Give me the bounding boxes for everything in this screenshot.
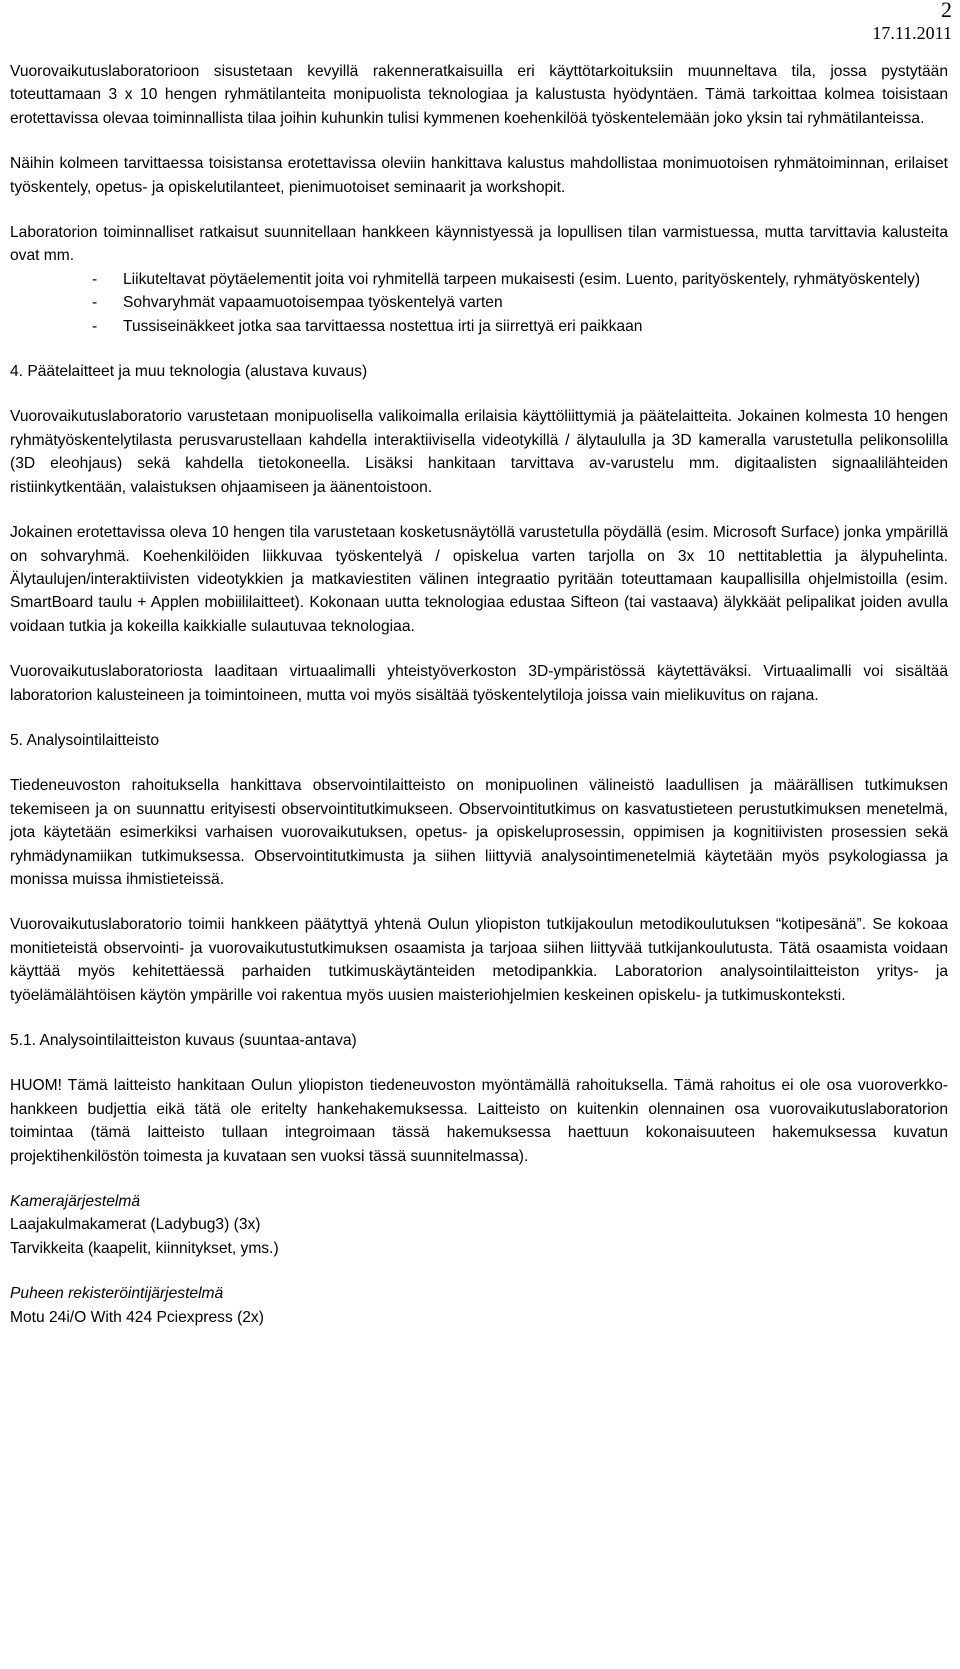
list-item: - Liikuteltavat pöytäelementit joita voi ryhmitellä tarpeen mukaisesti (esim. Luento, parityöskentely, ryhmätyöskentely): [92, 270, 921, 288]
section-heading-5: 5. Analysointilaitteisto: [10, 731, 160, 749]
document-body: [10, 60, 948, 1329]
paragraph-home-base: Vuorovaikutuslaboratorio toimii hankkeen päätyttyä yhtenä Oulun yliopiston tutkijakoulun metodikoulutuksen “kotipesänä”. Se kokoaa monitieteistä observointi- ja vuorovaikutustutkimuksen osaamista ja tarjoaa siihen liittyvää tutkijankoulutusta. Tätä osaamista voidaan käyttää myös kehitettäessä parhaiden tutkimuskäytänteiden metodipankkia. Laboratorion analysointilaitteiston yritys- ja työelämälähtöisen käytön ympärille voi rakentua myös uusien maisteriohjelmien keskeinen opiskelu- ja tutkimuskonteksti.: [10, 916, 948, 1004]
list-item: - Sohvaryhmät vapaamuotoisempaa työskentelyä varten: [92, 294, 503, 312]
furniture-list: [10, 268, 948, 338]
section-heading-4: 4. Päätelaitteet ja muu teknologia (alustava kuvaus): [10, 363, 368, 381]
paragraph-virtual-model: Vuorovaikutuslaboratoriosta laaditaan virtuaalimalli yhteistyöverkoston 3D-ympäristössä käytettäväksi. Virtuaalimalli voi sisältää laboratorion kalusteineen ja toimintoineen, mutta voi myös sisältää työskentelytiloja joissa vain mielikuvitus on rajana.: [10, 663, 948, 704]
audio-item: Motu 24i/O With 424 Pciexpress (2x): [10, 1308, 264, 1326]
paragraph-furniture: Näihin kolmeen tarvittaessa toisistansa erotettavissa oleviin hankittava kalustus mahdollistaa monimuotoisen ryhmätoiminnan, erilaiset työskentely, opetus- ja opiskelutilanteet, pienimuotoiset seminaarit ja workshopit.: [10, 155, 948, 196]
page-number: 2: [941, 0, 952, 22]
paragraph-intro: Vuorovaikutuslaboratorioon sisustetaan kevyillä rakenneratkaisuilla eri käyttötarkoituksiin muunneltava tila, jossa pystytään toteuttamaan 3 x 10 hengen ryhmätilanteita monipuolista teknologiaa ja kalustusta hyödyntäen. Tämä tarkoittaa kolmea toisistaan erotettavissa olevaa toiminnallista tilaa joihin kuhunkin tulisi kymmenen koehenkilöä työskentelemään joko yksin tai ryhmätilanteissa.: [10, 63, 948, 127]
camera-item: Tarvikkeita (kaapelit, kiinnitykset, yms.): [10, 1239, 279, 1257]
camera-item: Laajakulmakamerat (Ladybug3) (3x): [10, 1216, 261, 1234]
paragraph-touch-table: Jokainen erotettavissa oleva 10 hengen tila varustetaan kosketusnäytöllä varustetulla pöydällä (esim. Microsoft Surface) jonka ympärillä on sohvaryhmä. Koehenkilöiden liikkuvaa työskentelyä / opiskelua varten tarjolla on 3x 10 nettitablettia ja älypuhelinta. Älytaulujen/interaktiivisten videotykkien ja matkaviestiten välinen integraatio pyritään toteuttamaan kaupallisilla ohjelmistoilla (esim. SmartBoard taulu + Applen mobiililaitteet). Kokonaan uutta teknologiaa edustaa Sifteon (tai vastaava) älykkäät pelipalikat joiden avulla voidaan tutkia ja kokeilla kaikkialle sulautuvaa teknologiaa.: [10, 524, 948, 635]
paragraph-solutions: Laboratorion toiminnalliset ratkaisut suunnitellaan hankkeen käynnistyessä ja lopullisen tilan varmistuessa, mutta tarvittavia kalusteita ovat mm.: [10, 224, 948, 265]
paragraph-observation: Tiedeneuvoston rahoituksella hankittava observointilaitteisto on monipuolinen välineistö laadullisen ja määrällisen tutkimuksen tekemiseen ja on suunnattu erityisesti observointitutkimukseen. Observointitutkimus on kasvatustieteen perustutkimuksen menetelmä, jota käytetään esimerkiksi varhaisen vuorovaikutuksen, opetus- ja opiskeluprosessin, oppimisen ja kognitiivisten prosessien sekä ryhmädynamiikan tutkimuksessa. Observointitutkimusta ja siihen liittyviä analysointimenetelmiä käytetään myös psykologiassa ja monissa muissa ihmistieteissä.: [10, 777, 948, 888]
audio-system-heading: Puheen rekisteröintijärjestelmä: [10, 1285, 224, 1303]
section-heading-5-1: 5.1. Analysointilaitteiston kuvaus (suuntaa-antava): [10, 1032, 357, 1049]
list-item: - Tussiseinäkkeet jotka saa tarvittaessa nostettua irti ja siirrettyä eri paikkaan: [92, 317, 643, 335]
page-date: 17.11.2011: [872, 23, 952, 43]
paragraph-devices: Vuorovaikutuslaboratorio varustetaan monipuolisella valikoimalla erilaisia käyttöliittymiä ja päätelaitteita. Jokainen kolmesta 10 hengen ryhmätyöskentelytilasta perusvarustellaan kahdella interaktiivisella videotykillä / älytaululla ja 3D kameralla varustetulla pelikonsolilla (3D eleohjaus) sekä kahdella tietokoneella. Lisäksi hankitaan tarvittava av-varustelu mm. digitaalisten signaalilähteiden ristiinkytkentään, valaistuksen ohjaamiseen ja äänentoistoon.: [10, 408, 948, 496]
paragraph-note: HUOM! Tämä laitteisto hankitaan Oulun yliopiston tiedeneuvoston myöntämällä rahoituksella. Tämä rahoitus ei ole osa vuoroverkko-hankkeen budjettia eikä tätä ole eritelty hankehakemuksessa. Laitteisto on kuitenkin olennainen osa vuorovaikutuslaboratorion toimintaa (tämä laitteisto tullaan integroimaan tässä hakemuksessa haettuun kokonaisuuteen hakemuksessa kuvatun projektihenkilöstön toimesta ja kuvataan sen vuoksi tässä suunnitelmassa).: [10, 1077, 948, 1165]
camera-system-heading: Kamerajärjestelmä: [10, 1193, 140, 1211]
